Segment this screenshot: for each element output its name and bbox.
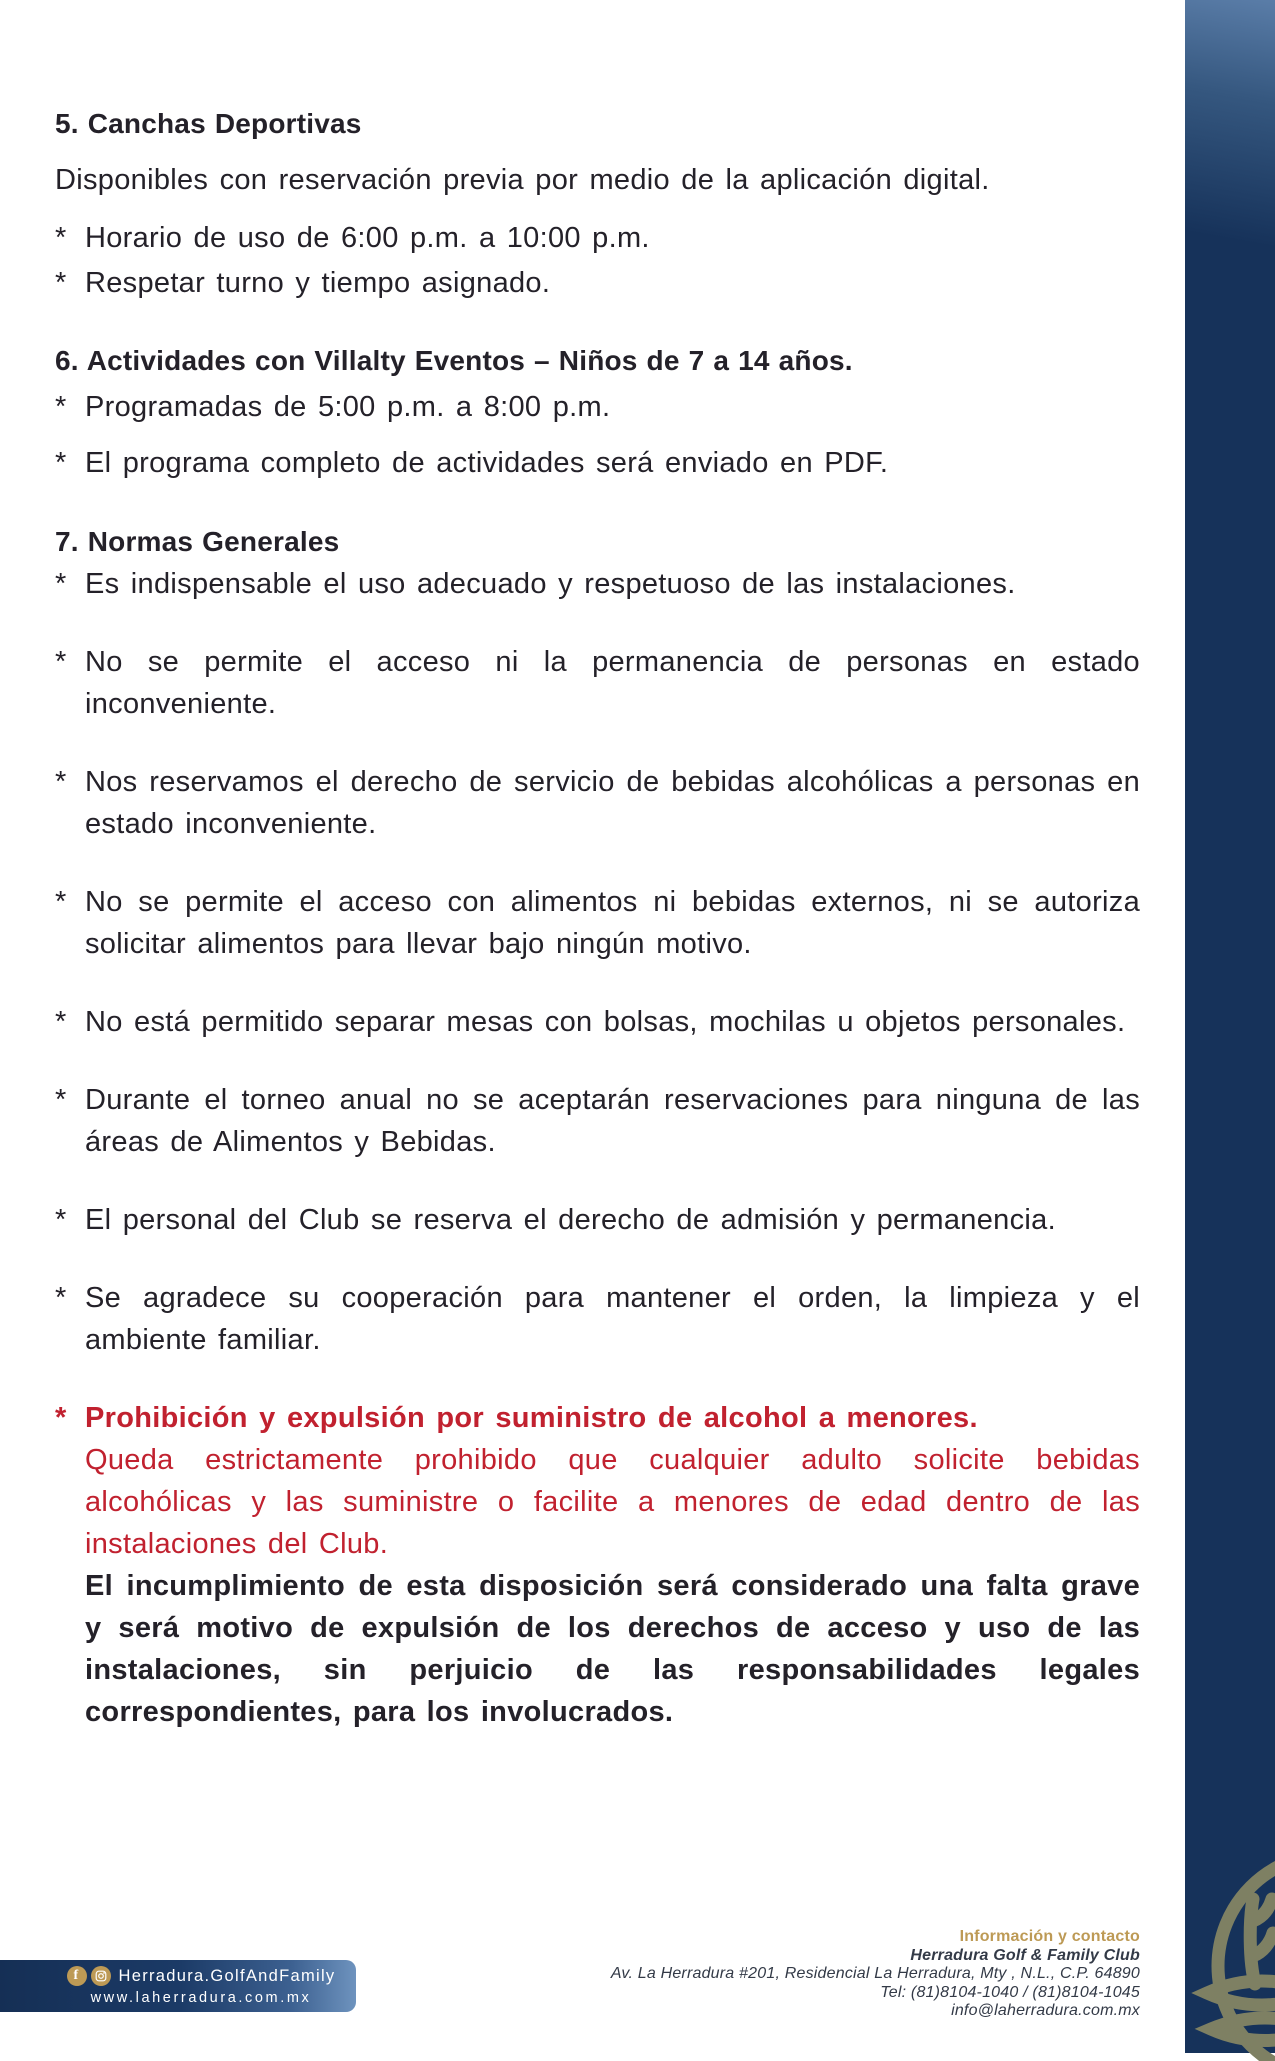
bullet-marker: * <box>55 267 67 299</box>
bullet-marker: * <box>55 766 67 798</box>
bullet-text: Programadas de 5:00 p.m. a 8:00 p.m. <box>85 391 611 423</box>
website-url[interactable]: www.laherradura.com.mx <box>90 1990 312 2006</box>
list-item <box>55 385 1140 430</box>
bullet-text: Respetar turno y tiempo asignado. <box>85 267 551 299</box>
section-normas-generales <box>55 521 1140 1361</box>
contact-block <box>611 1928 1140 2021</box>
social-handle[interactable]: Herradura.GolfAndFamily <box>118 1966 336 1985</box>
bullet-text: Es indispensable el uso adecuado y respetuoso de las instalaciones. <box>85 568 1016 600</box>
bullet-text: No está permitido separar mesas con bolsas, mochilas u objetos personales. <box>85 1006 1126 1038</box>
bullet-marker: * <box>55 1204 67 1236</box>
list-item <box>55 641 1140 725</box>
bullet-marker: * <box>55 1282 67 1314</box>
section-5-list <box>55 216 1140 306</box>
bullet-text: El programa completo de actividades será enviado en PDF. <box>85 447 889 479</box>
bullet-marker: * <box>55 447 67 479</box>
facebook-icon[interactable]: f <box>67 1966 87 1986</box>
herradura-horseshoe-logo-icon <box>1145 1821 1275 2061</box>
bullet-text: Durante el torneo anual no se aceptarán reservaciones para ninguna de las áreas de Alimentos y Bebidas. <box>85 1084 1140 1158</box>
bullet-text: Se agradece su cooperación para mantener el orden, la limpieza y el ambiente familiar. <box>85 1282 1140 1356</box>
bullet-marker: * <box>55 646 67 678</box>
bullet-marker: * <box>55 222 67 254</box>
bullet-text: Horario de uso de 6:00 p.m. a 10:00 p.m. <box>85 222 650 254</box>
contact-heading: Información y contacto <box>959 1928 1140 1945</box>
section-6-list <box>55 385 1140 486</box>
bullet-text: El personal del Club se reserva el derecho de admisión y permanencia. <box>85 1204 1056 1236</box>
bullet-marker: * <box>55 568 67 600</box>
list-item <box>55 441 1140 486</box>
contact-club-name: Herradura Golf & Family Club <box>910 1946 1140 1964</box>
section-canchas-deportivas <box>55 103 1140 306</box>
bullet-marker: * <box>55 886 67 918</box>
bullet-marker: * <box>55 1084 67 1116</box>
list-item <box>55 881 1140 965</box>
contact-phone: Tel: (81)8104-1040 / (81)8104-1045 <box>880 1983 1140 2001</box>
bullet-marker: * <box>55 391 67 423</box>
list-item <box>55 1277 1140 1361</box>
notice-consequence: El incumplimiento de esta disposición será considerado una falta grave y será motivo de expulsión de los derechos de acceso y uso de las instalaciones, sin perjuicio de las responsabilidades legales correspondientes, para los involucrados. <box>85 1570 1140 1728</box>
bullet-marker: * <box>55 1402 67 1434</box>
social-row <box>67 1966 336 1986</box>
contact-address: Av. La Herradura #201, Residencial La Herradura, Mty , N.L., C.P. 64890 <box>610 1965 1140 1982</box>
section-actividades-villalty <box>55 340 1140 486</box>
section-5-heading: 5. Canchas Deportivas <box>55 108 362 139</box>
contact-email[interactable]: info@laherradura.com.mx <box>951 2002 1140 2019</box>
section-6-heading: 6. Actividades con Villalty Eventos – Niños de 7 a 14 años. <box>55 345 853 376</box>
notice-body: Queda estrictamente prohibido que cualquier adulto solicite bebidas alcohólicas y las suministre o facilite a menores de edad dentro de las instalaciones del Club. <box>85 1444 1140 1560</box>
notice-text <box>85 1397 1140 1733</box>
bullet-text: No se permite el acceso con alimentos ni bebidas externos, ni se autoriza solicitar alimentos para llevar bajo ningún motivo. <box>85 886 1140 960</box>
bullet-marker: * <box>55 1006 67 1038</box>
notice-title: Prohibición y expulsión por suministro de alcohol a menores. <box>85 1402 978 1434</box>
list-item <box>55 761 1140 845</box>
alcohol-prohibition-notice <box>55 1397 1140 1733</box>
list-item <box>55 1001 1140 1043</box>
list-item <box>55 1199 1140 1241</box>
list-item <box>55 261 1140 306</box>
document-content <box>55 103 1140 1733</box>
bullet-text: Nos reservamos el derecho de servicio de bebidas alcohólicas a personas en estado inconveniente. <box>85 766 1140 840</box>
list-item <box>55 216 1140 261</box>
section-7-heading: 7. Normas Generales <box>55 526 340 557</box>
section-7-list <box>55 563 1140 1361</box>
bullet-text: No se permite el acceso ni la permanencia de personas en estado inconveniente. <box>85 646 1140 720</box>
instagram-icon[interactable] <box>91 1966 111 1986</box>
list-item <box>55 1079 1140 1163</box>
list-item <box>55 563 1140 605</box>
right-accent-band <box>1185 0 1275 2053</box>
section-5-intro: Disponibles con reservación previa por medio de la aplicación digital. <box>55 164 990 196</box>
social-badge <box>0 1960 356 2012</box>
